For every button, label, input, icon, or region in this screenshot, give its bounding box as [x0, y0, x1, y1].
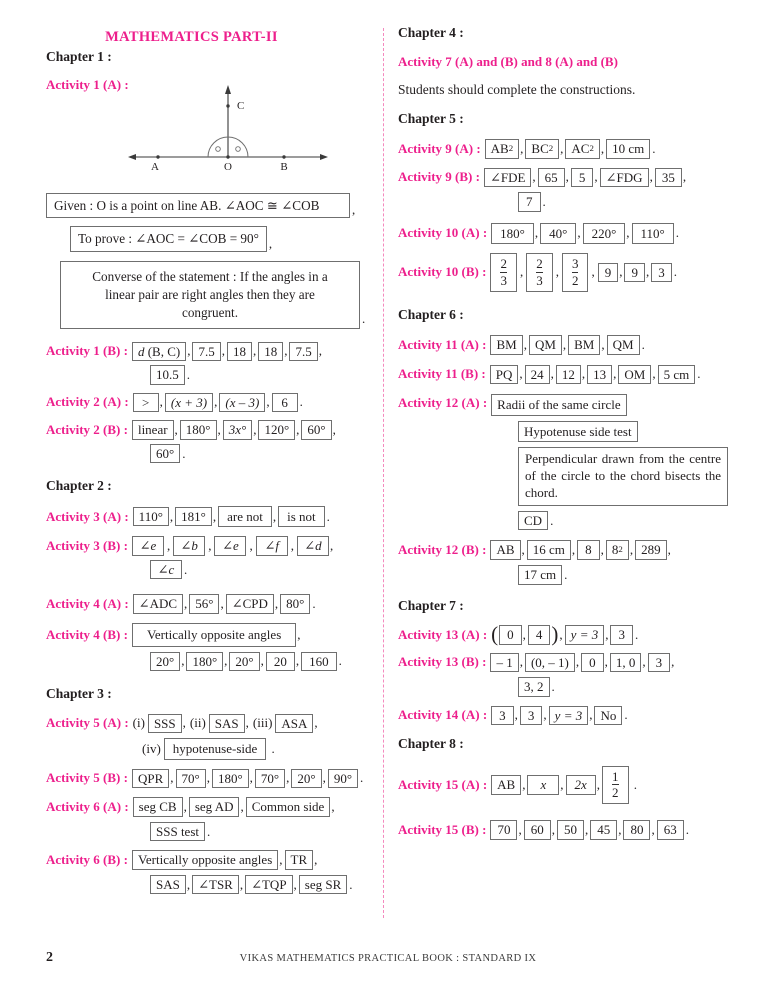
activity-11b-label: Activity 11 (B) :: [398, 366, 486, 382]
linear-pair-diagram: [46, 93, 386, 185]
answer-box[interactable]: hypotenuse-side: [164, 738, 266, 760]
activity-5a-row: Activity 5 (A) : (i) SSS , (ii) SAS , (iii) ASA , (iv) hypotenuse-side .: [46, 714, 386, 760]
activity-4a-label: Activity 4 (A) :: [46, 596, 129, 612]
right-column: [398, 20, 738, 848]
answer-box[interactable]: AB 2: [485, 139, 519, 159]
activity-14a-label: Activity 14 (A) :: [398, 707, 488, 723]
answer-box[interactable]: linear: [132, 420, 174, 440]
activity-6b-row: Activity 6 (B) : Vertically opposite angles , TR , SAS , ∠TSR , ∠TQP , seg SR .: [46, 850, 386, 894]
toprove-tail: ,: [268, 236, 273, 252]
answer-box[interactable]: 45: [590, 820, 617, 840]
answer-box[interactable]: 5: [571, 168, 594, 188]
answer-box[interactable]: BM: [568, 335, 600, 355]
activity-5b-label: Activity 5 (B) :: [46, 770, 128, 786]
activity-6b-label: Activity 6 (B) :: [46, 852, 128, 868]
activity-12a-label: Activity 12 (A) :: [398, 395, 488, 411]
activity-12b-row: Activity 12 (B) : AB , 16 cm , 8 , 8 2 , 289 , 17 cm .: [398, 540, 738, 584]
answer-box[interactable]: 13: [587, 365, 612, 385]
activity-12a-row: Activity 12 (A) : Radii of the same circle Hypotenuse side test Perpendicular drawn from the centre of the circle to the chord bisects the chord. CD .: [398, 394, 738, 530]
svg-text:A: A: [151, 160, 159, 173]
chapter-5-heading: Chapter 5 :: [398, 110, 464, 126]
answer-box[interactable]: 40°: [540, 223, 576, 245]
activity-7-8-label: Activity 7 (A) and (B) and 8 (A) and (B): [398, 53, 618, 69]
answer-box[interactable]: 3, 2: [518, 677, 550, 697]
answer-box[interactable]: AC 2: [565, 139, 599, 159]
answer-box[interactable]: 10 cm: [606, 139, 650, 159]
answer-box[interactable]: SSS: [148, 714, 182, 734]
answer-box[interactable]: 3: [610, 625, 633, 645]
activity-11a-label: Activity 11 (A) :: [398, 336, 487, 352]
answer-box[interactable]: 6: [272, 393, 298, 413]
answer-box[interactable]: 60°: [150, 444, 180, 464]
answer-box[interactable]: PQ: [490, 365, 519, 385]
converse-statement-box: [60, 261, 360, 328]
fraction-numerator: 3: [571, 256, 579, 272]
answer-box[interactable]: 17 cm: [518, 565, 562, 585]
answer-box[interactable]: y = 3: [565, 625, 605, 645]
activity-14a-row: Activity 14 (A) : 3 , 3 , y = 3 , No .: [398, 706, 738, 726]
answer-box[interactable]: 110°: [632, 223, 674, 245]
answer-box[interactable]: 8: [577, 540, 600, 560]
chapter-1-heading: Chapter 1 :: [46, 49, 112, 64]
answer-box[interactable]: y = 3: [549, 706, 589, 726]
answer-box[interactable]: 65: [538, 168, 565, 188]
constructions-note: Students should complete the constructions.: [398, 81, 636, 97]
answer-box[interactable]: ∠ADC: [133, 594, 183, 614]
answer-box-fraction[interactable]: [526, 253, 553, 291]
footer-title: VIKAS MATHEMATICS PRACTICAL BOOK : STANDARD IX: [239, 953, 537, 964]
chapter-7-heading: Chapter 7 :: [398, 597, 464, 613]
answer-box[interactable]: 2x: [566, 775, 596, 795]
answer-box[interactable]: 3x°: [223, 420, 252, 440]
answer-box[interactable]: are not: [218, 506, 272, 528]
answer-box[interactable]: d (B, C): [132, 342, 186, 362]
answer-box[interactable]: ∠TSR: [192, 875, 239, 895]
answer-box[interactable]: 70°: [255, 769, 285, 789]
answer-box[interactable]: 70: [490, 820, 517, 840]
activity-2a-label: Activity 2 (A) :: [46, 394, 129, 410]
activity-4b-row: Activity 4 (B) : Vertically opposite angles , 20° , 180° , 20° , 20 , 160 .: [46, 623, 386, 671]
answer-box[interactable]: 3: [651, 263, 672, 283]
answer-box[interactable]: 18: [227, 342, 252, 362]
answer-box[interactable]: ASA: [275, 714, 313, 734]
activity-4a-row: Activity 4 (A) : ∠ADC , 56° , ∠CPD , 80° .: [46, 594, 386, 614]
activity-12b-label: Activity 12 (B) :: [398, 542, 487, 558]
answer-box[interactable]: BM: [490, 335, 522, 355]
activity-4b-label: Activity 4 (B) :: [46, 626, 128, 642]
answer-box[interactable]: 5 cm: [658, 365, 696, 385]
answer-box[interactable]: ∠f: [256, 536, 288, 556]
activity-3b-row: Activity 3 (B) : ∠e , ∠b , ∠e , ∠f , ∠d , ∠c .: [46, 536, 386, 579]
activity-15a-row: Activity 15 (A) : AB , x , 2x , $\frac{1}{2}$ .: [398, 766, 738, 804]
answer-box[interactable]: 180°: [180, 420, 217, 440]
activity-9a-label: Activity 9 (A) :: [398, 140, 481, 156]
answer-box[interactable]: (x + 3): [165, 393, 213, 413]
page-title: MATHEMATICS PART-II: [105, 29, 278, 45]
answer-box[interactable]: seg AD: [189, 797, 240, 817]
answer-box[interactable]: Perpendicular drawn from the centre of the circle to the chord bisects the chord.: [518, 447, 728, 506]
converse-line-1: Converse of the statement : If the angles in a: [92, 269, 328, 285]
answer-box[interactable]: AB: [491, 775, 521, 795]
answer-box[interactable]: 110°: [133, 507, 169, 527]
activity-10a-label: Activity 10 (A) :: [398, 225, 488, 241]
answer-box[interactable]: – 1: [490, 653, 518, 673]
answer-box[interactable]: 7: [518, 192, 541, 212]
activity-13a-row: Activity 13 (A) : ( 0 , 4 ) , y = 3 , 3 .: [398, 622, 639, 647]
paren-open: (: [491, 622, 499, 647]
activity-6a-label: Activity 6 (A) :: [46, 799, 129, 815]
answer-box[interactable]: Radii of the same circle: [491, 394, 626, 416]
answer-box[interactable]: 0: [581, 653, 604, 673]
answer-box[interactable]: ∠CPD: [226, 594, 274, 614]
answer-box[interactable]: 60: [524, 820, 551, 840]
activity-1b-row: Activity 1 (B) : d (B, C) , 7.5 , 18 , 18 , 7.5 , 10.5 .: [46, 342, 386, 385]
fraction-numerator: 2: [536, 256, 543, 272]
answer-box[interactable]: 180°: [186, 652, 223, 672]
answer-box[interactable]: 80: [623, 820, 650, 840]
answer-box[interactable]: QM: [529, 335, 562, 355]
answer-box[interactable]: 70°: [176, 769, 206, 789]
chapter-2-heading: Chapter 2 :: [46, 478, 112, 494]
converse-line-3: congruent.: [181, 304, 239, 320]
answer-box[interactable]: 160: [301, 652, 337, 672]
answer-box[interactable]: 20: [266, 652, 295, 672]
activity-15b-row: Activity 15 (B) : 70 , 60 , 50 , 45 , 80 , 63 .: [398, 820, 738, 840]
answer-box[interactable]: ∠d: [297, 536, 329, 556]
answer-box[interactable]: BC 2: [525, 139, 559, 159]
answer-box[interactable]: Hypotenuse side test: [518, 421, 638, 443]
svg-text:B: B: [280, 160, 288, 173]
activity-1b-label: Activity 1 (B) :: [46, 343, 128, 359]
answer-box[interactable]: 180°: [212, 769, 249, 789]
activity-9b-row: Activity 9 (B) : ∠FDE , 65 , 5 , ∠FDG , 35 , 7 .: [398, 168, 738, 212]
answer-box[interactable]: ∠FDE: [484, 168, 531, 188]
converse-line-2: linear pair are right angles then they are: [105, 286, 315, 302]
answer-box[interactable]: 0: [499, 625, 522, 645]
answer-box[interactable]: 8 2: [606, 540, 629, 560]
activity-2b-row: Activity 2 (B) : linear , 180° , 3x° , 120° , 60° , 60° .: [46, 420, 386, 463]
answer-box[interactable]: 9: [598, 263, 619, 283]
activity-11b-row: Activity 11 (B) : PQ , 24 , 12 , 13 , OM , 5 cm .: [398, 365, 738, 385]
answer-box[interactable]: Vertically opposite angles: [132, 623, 296, 647]
converse-tail: .: [362, 310, 366, 326]
activity-10b-label: Activity 10 (B) :: [398, 264, 487, 280]
answer-box[interactable]: 50: [557, 820, 584, 840]
answer-box[interactable]: 220°: [583, 223, 626, 245]
chapter-4-heading: Chapter 4 :: [398, 25, 464, 40]
activity-6a-row: Activity 6 (A) : seg CB , seg AD , Common side , SSS test .: [46, 797, 386, 841]
roman-numeral-ii: (ii): [189, 715, 206, 731]
left-column: [46, 20, 386, 902]
answer-box[interactable]: CD: [518, 511, 548, 531]
answer-box[interactable]: 90°: [328, 769, 358, 789]
activity-13b-label: Activity 13 (B) :: [398, 654, 487, 670]
activity-9a-row: Activity 9 (A) : AB 2 , BC 2 , AC 2 , 10 cm .: [398, 139, 738, 159]
answer-box[interactable]: 10.5: [150, 365, 185, 385]
svg-text:O: O: [224, 160, 232, 173]
given-statement-row: [46, 193, 386, 219]
answer-box[interactable]: x: [527, 775, 559, 795]
answer-box[interactable]: 16 cm: [527, 540, 571, 560]
answer-box[interactable]: 56°: [189, 594, 219, 614]
activity-3b-label: Activity 3 (B) :: [46, 538, 128, 554]
answer-box[interactable]: QM: [607, 335, 640, 355]
activity-2b-label: Activity 2 (B) :: [46, 421, 128, 437]
answer-box[interactable]: is not: [278, 506, 325, 528]
answer-box[interactable]: 20°: [150, 652, 180, 672]
answer-box[interactable]: SAS: [209, 714, 245, 734]
chapter-6-heading: Chapter 6 :: [398, 306, 464, 322]
answer-box[interactable]: 35: [655, 168, 682, 188]
answer-box[interactable]: 20°: [291, 769, 321, 789]
answer-box[interactable]: No: [594, 706, 622, 726]
answer-box[interactable]: 4: [528, 625, 551, 645]
answer-box[interactable]: 3: [491, 706, 514, 726]
answer-box[interactable]: ∠c: [150, 560, 182, 580]
answer-box[interactable]: ∠e: [132, 536, 164, 556]
activity-13a-label: Activity 13 (A) :: [398, 626, 488, 642]
converse-statement-row: [46, 261, 386, 328]
activity-5b-row: Activity 5 (B) : QPR , 70° , 180° , 70° , 20° , 90° .: [46, 769, 386, 789]
answer-box[interactable]: ∠TQP: [245, 875, 292, 895]
answer-box[interactable]: (0, – 1): [525, 653, 575, 673]
roman-numeral-iv: (iv): [142, 740, 161, 756]
activity-2a-row: Activity 2 (A) : > , (x + 3) , (x – 3) , 6 .: [46, 393, 386, 413]
fraction-denominator: 2: [612, 785, 619, 801]
answer-box[interactable]: QPR: [132, 769, 169, 789]
answer-box[interactable]: 3: [648, 653, 671, 673]
roman-numeral-i: (i): [132, 715, 145, 731]
activity-15a-label: Activity 15 (A) :: [398, 776, 488, 792]
activity-1a-label: Activity 1 (A) :: [46, 76, 129, 92]
answer-box[interactable]: 120°: [258, 420, 295, 440]
roman-numeral-iii: (iii): [252, 715, 273, 731]
activity-3a-row: Activity 3 (A) : 110° , 181° , are not , is not .: [46, 506, 386, 528]
answer-box[interactable]: 181°: [175, 507, 212, 527]
answer-box[interactable]: 7.5: [289, 342, 317, 362]
answer-box[interactable]: >: [133, 393, 159, 413]
answer-box[interactable]: 80°: [280, 594, 310, 614]
answer-box[interactable]: Common side: [246, 797, 331, 817]
answer-box-fraction[interactable]: [490, 253, 517, 291]
answer-box[interactable]: 12: [556, 365, 581, 385]
answer-box-fraction[interactable]: [562, 253, 589, 291]
answer-box[interactable]: AB: [490, 540, 520, 560]
activity-11a-row: Activity 11 (A) : BM , QM , BM , QM .: [398, 335, 738, 355]
fraction-numerator: 2: [500, 256, 507, 272]
fraction-numerator: 1: [612, 768, 619, 784]
answer-box[interactable]: Vertically opposite angles: [132, 850, 278, 870]
fraction-denominator: 3: [500, 272, 507, 288]
answer-box[interactable]: ∠b: [173, 536, 205, 556]
paren-close: ): [551, 622, 559, 647]
activity-3a-label: Activity 3 (A) :: [46, 508, 129, 524]
answer-box-fraction[interactable]: [602, 766, 629, 804]
fraction-denominator: 2: [571, 272, 579, 288]
answer-box[interactable]: 289: [635, 540, 667, 560]
toprove-statement-row: [46, 226, 386, 252]
activity-10a-row: Activity 10 (A) : 180° , 40° , 220° , 110° .: [398, 223, 738, 245]
answer-box[interactable]: SAS: [150, 875, 186, 895]
chapter-3-heading: Chapter 3 :: [46, 686, 112, 702]
activity-5a-label: Activity 5 (A) :: [46, 715, 129, 731]
answer-box[interactable]: seg SR: [299, 875, 347, 895]
answer-box[interactable]: OM: [618, 365, 651, 385]
fraction-denominator: 3: [536, 272, 543, 288]
page-number: 2: [46, 950, 53, 965]
answer-box[interactable]: ∠FDG: [600, 168, 649, 188]
answer-box[interactable]: ∠e: [214, 536, 246, 556]
activity-9b-label: Activity 9 (B) :: [398, 169, 480, 185]
answer-box[interactable]: 24: [525, 365, 550, 385]
activity-13b-row: Activity 13 (B) : – 1 , (0, – 1) , 0 , 1, 0 , 3 , 3, 2 .: [398, 653, 738, 697]
answer-box[interactable]: 63: [657, 820, 684, 840]
chapter-8-heading: Chapter 8 :: [398, 736, 464, 752]
answer-box[interactable]: 7.5: [192, 342, 220, 362]
answer-box[interactable]: 1, 0: [610, 653, 642, 673]
activity-10b-row: Activity 10 (B) : $\frac{2}{3}$ , $\frac{2}{3}$ , $\frac{3}{2}$ , 9 , 9 , 3 .: [398, 253, 738, 291]
toprove-statement-box: To prove : ∠AOC = ∠COB = 90°: [70, 226, 267, 252]
answer-box[interactable]: seg CB: [133, 797, 183, 817]
answer-box[interactable]: 180°: [491, 223, 534, 245]
svg-text:C: C: [237, 99, 245, 112]
answer-box[interactable]: (x – 3): [219, 393, 265, 413]
given-statement-box: Given : O is a point on line AB. ∠AOC ≅ ∠COB: [46, 193, 350, 219]
page-footer: [46, 950, 740, 966]
answer-box[interactable]: 20°: [229, 652, 259, 672]
activity-15b-label: Activity 15 (B) :: [398, 821, 487, 837]
answer-box[interactable]: 60°: [301, 420, 331, 440]
answer-box[interactable]: 9: [624, 263, 645, 283]
answer-box[interactable]: SSS test: [150, 822, 205, 842]
answer-box[interactable]: TR: [285, 850, 314, 870]
answer-box[interactable]: 18: [258, 342, 283, 362]
answer-box[interactable]: 3: [520, 706, 543, 726]
given-tail: ,: [352, 202, 356, 218]
